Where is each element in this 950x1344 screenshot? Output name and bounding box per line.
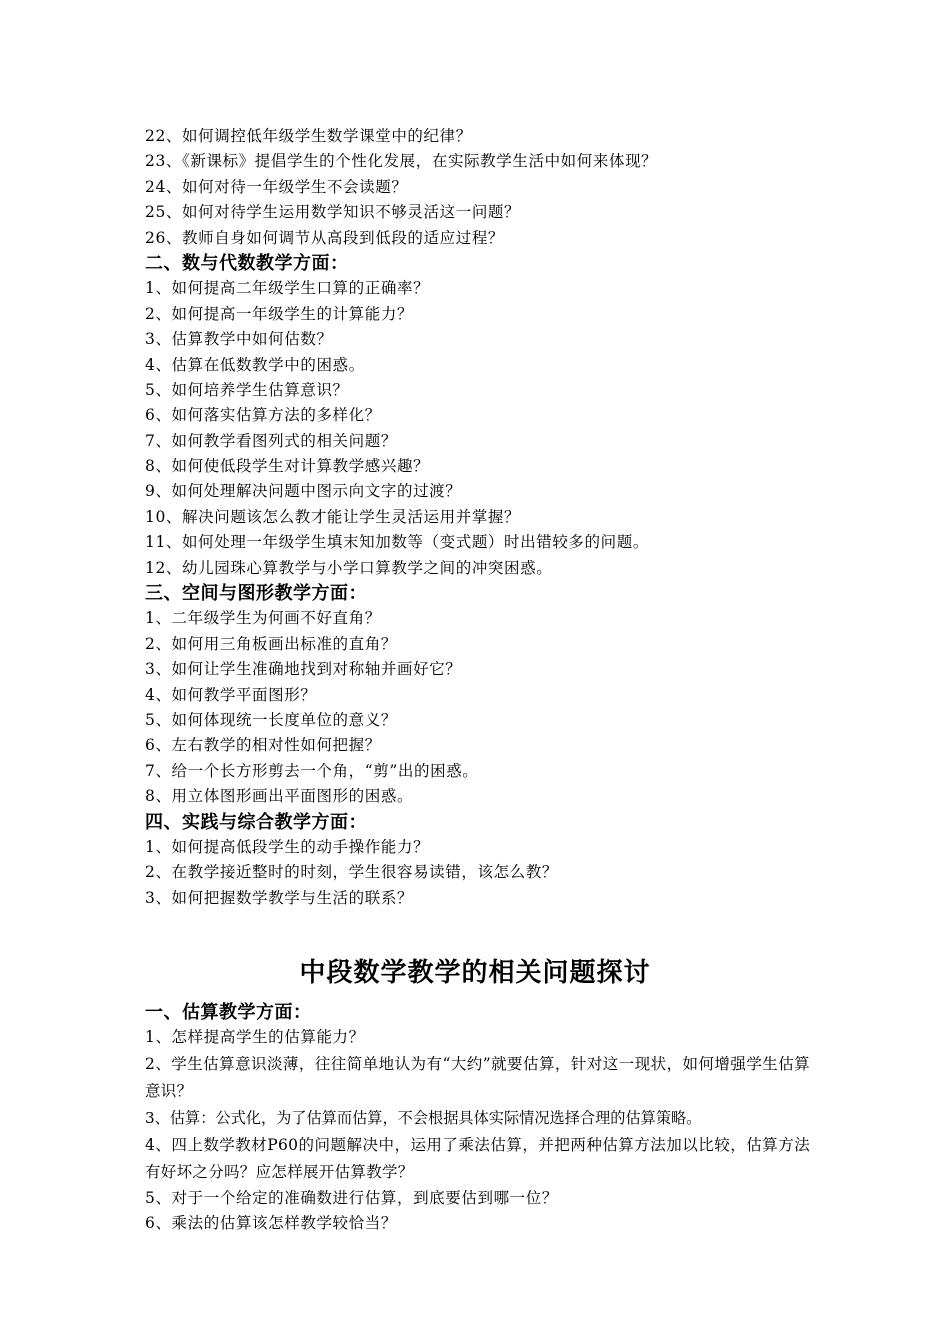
list-item: 4、四上数学教材P60的问题解决中，运用了乘法估算，并把两种估算方法加以比较，估算方法有好坏之分吗？应怎样展开估算教学？: [145, 1135, 810, 1181]
list-item: 9、如何处理解决问题中图示向文字的过渡？: [145, 482, 462, 501]
document-title: 中段数学教学的相关问题探讨: [299, 958, 651, 988]
list-item: 4、如何教学平面图形？: [145, 685, 317, 704]
list-item: 4、估算在低数教学中的困惑。: [145, 355, 365, 374]
list-item: 24、如何对待一年级学生不会读题？: [145, 177, 408, 196]
list-item: 7、如何教学看图列式的相关问题？: [145, 431, 397, 450]
list-item: 1、怎样提高学生的估算能力？: [145, 1028, 365, 1047]
list-item: 5、如何培养学生估算意识？: [145, 380, 349, 399]
section-heading-practice: 四、实践与综合教学方面：: [145, 811, 367, 833]
question-list-lower-grades: [145, 124, 810, 911]
list-item: 12、幼儿园珠心算教学与小学口算教学之间的冲突困惑。: [145, 558, 553, 577]
list-item: 5、如何体现统一长度单位的意义？: [145, 710, 397, 729]
list-item: 2、在教学接近整时的时刻，学生很容易读错，该怎么教？: [145, 863, 558, 882]
list-item: 3、估算：公式化，为了估算而估算，不会根据具体实际情况选择合理的估算策略。: [145, 1108, 702, 1127]
list-item: 1、二年级学生为何画不好直角？: [145, 609, 381, 628]
list-item: 22、如何调控低年级学生数学课堂中的纪律？: [145, 127, 472, 145]
list-item: 3、估算教学中如何估数？: [145, 330, 333, 349]
list-item: 23、《新课标》提倡学生的个性化发展，在实际教学生活中如何来体现？: [145, 152, 658, 171]
section-heading-number-algebra: 二、数与代数教学方面：: [145, 252, 349, 274]
list-item: 1、如何提高二年级学生口算的正确率？: [145, 279, 430, 298]
list-item: 6、乘法的估算该怎样教学较恰当？: [145, 1214, 397, 1233]
list-item: 1、如何提高低段学生的动手操作能力？: [145, 837, 430, 856]
list-item: 2、如何提高一年级学生的计算能力？: [145, 304, 414, 323]
list-item: 3、如何让学生准确地找到对称轴并画好它？: [145, 660, 462, 679]
section-heading-estimation: 一、估算教学方面：: [145, 1002, 312, 1023]
list-item: 5、对于一个给定的准确数进行估算，到底要估到哪一位？: [145, 1188, 558, 1207]
list-item: 8、如何使低段学生对计算教学感兴趣？: [145, 457, 430, 476]
list-item: 7、给一个长方形剪去一个角，“剪”出的困惑。: [145, 761, 479, 780]
list-item: 25、如何对待学生运用数学知识不够灵活这一问题？: [145, 203, 521, 222]
list-item: 2、学生估算意识淡薄，往往简单地认为有“大约”就要估算，针对这一现状，如何增强学生估算意识？: [145, 1054, 810, 1100]
list-item: 2、如何用三角板画出标准的直角？: [145, 634, 397, 653]
list-item: 11、如何处理一年级学生填末知加数等（变式题）时出错较多的问题。: [145, 533, 649, 552]
list-item: 10、解决问题该怎么教才能让学生灵活运用并掌握？: [145, 507, 521, 526]
list-item: 6、左右教学的相对性如何把握？: [145, 736, 381, 755]
list-item: 3、如何把握数学教学与生活的联系？: [145, 888, 414, 907]
section-heading-space-geometry: 三、空间与图形教学方面：: [145, 583, 367, 605]
list-item: 8、用立体图形画出平面图形的困惑。: [145, 787, 414, 806]
list-item: 6、如何落实估算方法的多样化？: [145, 406, 381, 425]
question-list-middle-grades: [145, 1000, 810, 1237]
list-item: 26、教师自身如何调节从高段到低段的适应过程？: [145, 228, 505, 247]
